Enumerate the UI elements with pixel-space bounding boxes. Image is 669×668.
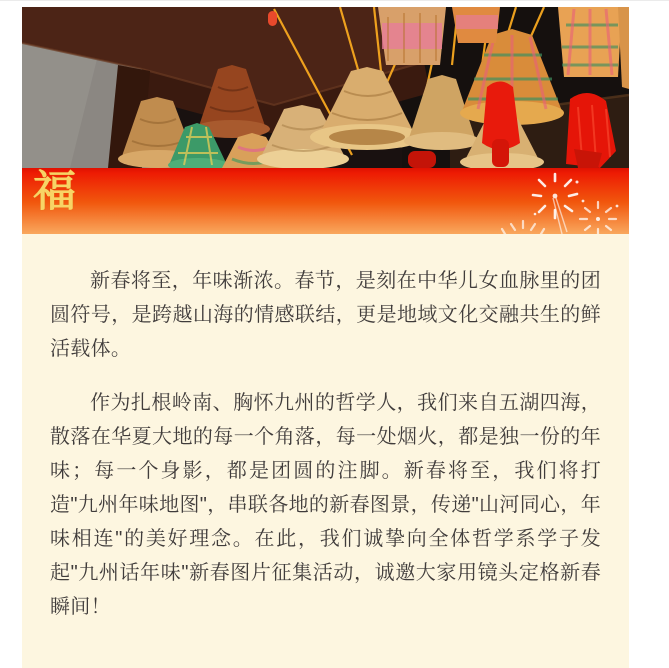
woven-baskets-illustration [22,7,629,168]
hero-photo [22,7,629,168]
top-divider [0,0,669,1]
content-column [22,7,629,668]
festive-banner [22,168,629,234]
fireworks-icon [489,168,629,234]
paragraph-intro: 新春将至，年味渐浓。春节，是刻在中华儿女血脉里的团圆符号，是跨越山海的情感联结，更是地域文化交融共生的鲜活载体。 [50,270,601,360]
article-body [22,234,629,668]
paragraph-activity: 作为扎根岭南、胸怀九州的哲学人，我们来自五湖四海，散落在华夏大地的每一个角落，每一处烟火，都是独一份的年味；每一个身影，都是团圆的注脚。新春将至，我们将打造"九州年味地图"，串联各地的新春图景，传递"山河同心，年味相连"的美好理念。在此，我们诚挚向全体哲学系学子发起"九州话年味"新春图片征集活动，诚邀大家用镜头定格新春瞬间！ [50,392,601,618]
fu-character: 福 [33,168,76,216]
string-clip [268,11,277,26]
